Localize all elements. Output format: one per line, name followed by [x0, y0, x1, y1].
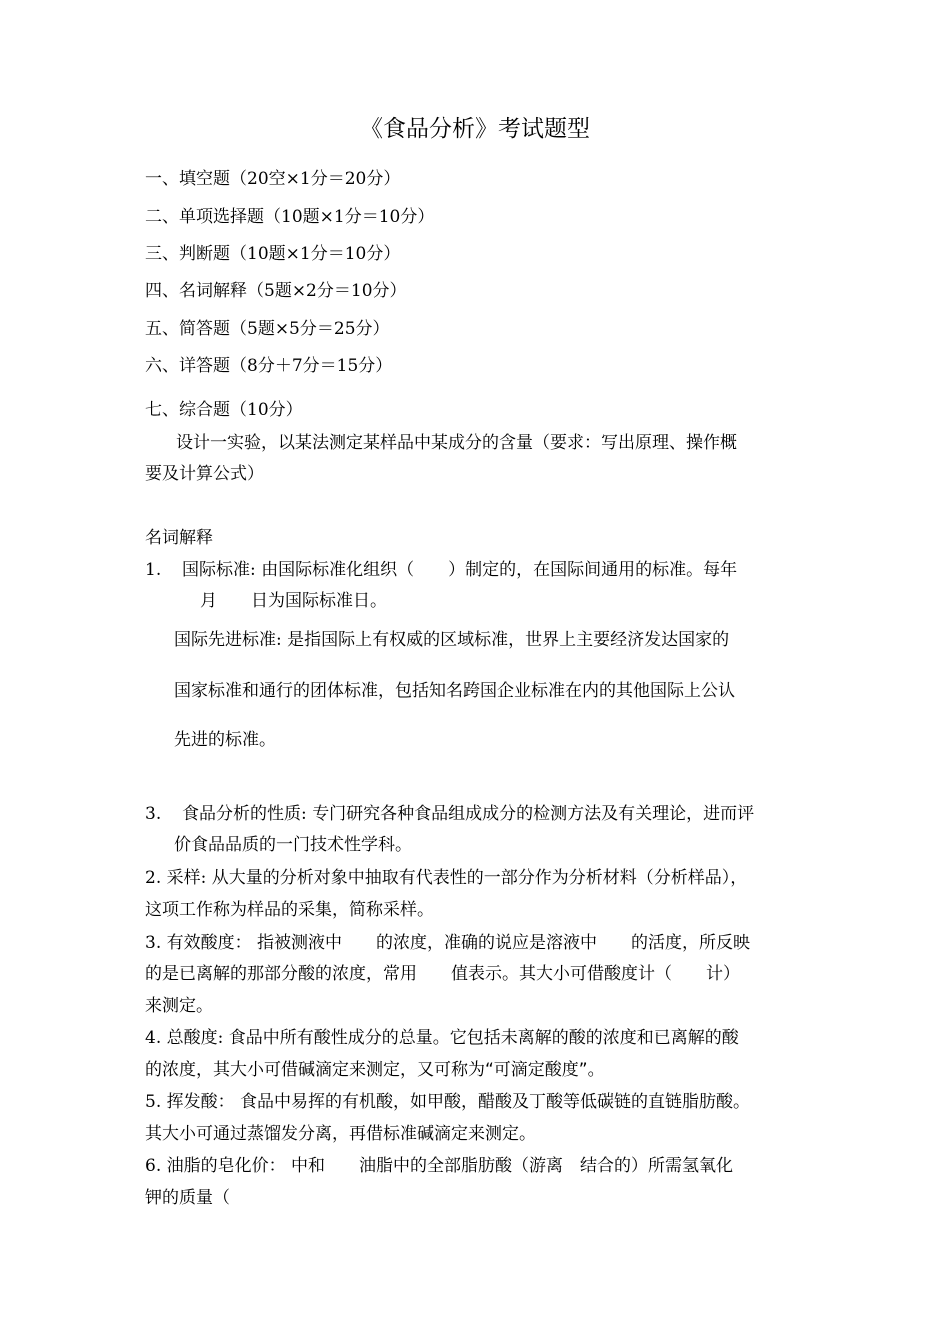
entry-definition-line: 的是已离解的那部分酸的浓度，常用 值表示。其大小可借酸度计（ 计） [145, 964, 740, 984]
entry-term: 国际标准: [182, 560, 256, 580]
question-type-fill-blank: 一、填空题（20空×1分＝20分） [145, 169, 401, 189]
entry-definition-line: 价食品品质的一门技术性学科。 [174, 835, 412, 855]
glossary-entry-international-standard [145, 555, 737, 580]
question-type-comprehensive: 七、综合题（10分） [145, 400, 303, 420]
entry-term: 挥发酸： [166, 1092, 235, 1112]
entry-term: 总酸度: [166, 1028, 224, 1048]
entry-term: 国际先进标准: [174, 630, 282, 650]
glossary-heading: 名词解释 [145, 528, 213, 548]
entry-term: 油脂的皂化价： [166, 1156, 286, 1176]
entry-definition-line: 的浓度，其大小可借碱滴定来测定，又可称为“可滴定酸度”。 [145, 1060, 605, 1080]
document-title: 《食品分析》考试题型 [360, 116, 590, 142]
question-type-true-false: 三、判断题（10题×1分＝10分） [145, 244, 401, 264]
entry-definition-line: 钾的质量（ [145, 1188, 230, 1208]
entry-definition-line: 食品中易挥的有机酸，如甲酸，醋酸及丁酸等低碳链的直链脂肪酸。 [240, 1092, 751, 1112]
entry-definition-line: 指被测液中 的浓度，准确的说应是溶液中 的活度，所反映 [257, 933, 751, 953]
entry-definition-line: 从大量的分析对象中抽取有代表性的一部分作为分析材料（分析样品）， [211, 868, 748, 888]
entry-definition-line: 是指国际上有权威的区域标准，世界上主要经济发达国家的 [287, 630, 730, 650]
entry-number: 4. [145, 1028, 162, 1048]
entry-definition-line: 由国际标准化组织（ ）制定的，在国际间通用的标准。每年 [261, 560, 738, 580]
glossary-entry-saponification-value [145, 1151, 733, 1176]
entry-definition-line: 其大小可通过蒸馏发分离，再借标准碱滴定来测定。 [145, 1124, 536, 1144]
entry-number: 6. [145, 1156, 162, 1176]
question-type-short-answer: 五、简答题（5题×5分＝25分） [145, 319, 390, 339]
glossary-entry-sampling [145, 863, 747, 888]
glossary-entry-effective-acidity [145, 928, 750, 953]
entry-number: 2. [145, 868, 162, 888]
entry-definition-line: 中和 油脂中的全部脂肪酸（游离 结合的）所需氢氧化 [291, 1156, 734, 1176]
entry-number: 3. [145, 933, 162, 953]
glossary-entry-total-acidity [145, 1023, 739, 1048]
glossary-entry-international-advanced-standard [174, 625, 729, 650]
question-type-detailed-answer: 六、详答题（8分＋7分＝15分） [145, 356, 393, 376]
glossary-entry-food-analysis-nature [145, 799, 754, 824]
entry-definition-line: 来测定。 [145, 996, 213, 1016]
entry-term: 采样: [166, 868, 207, 888]
question-type-single-choice: 二、单项选择题（10题×1分＝10分） [145, 207, 435, 227]
entry-definition-line: 食品中所有酸性成分的总量。它包括未离解的酸的浓度和已离解的酸 [228, 1028, 739, 1048]
entry-term: 有效酸度： [166, 933, 252, 953]
entry-definition-line: 先进的标准。 [174, 730, 276, 750]
glossary-entry-volatile-acid [145, 1087, 750, 1112]
comprehensive-description-line: 设计一实验，以某法测定某样品中某成分的含量（要求：写出原理、操作概 [176, 433, 737, 453]
entry-definition-line: 专门研究各种食品组成成分的检测方法及有关理论，进而评 [312, 804, 755, 824]
comprehensive-description-line: 要及计算公式） [145, 464, 264, 484]
entry-number: 1. [145, 560, 162, 580]
entry-definition-line: 这项工作称为样品的采集，简称采样。 [145, 900, 434, 920]
question-type-term-definition: 四、名词解释（5题×2分＝10分） [145, 281, 407, 301]
entry-definition-line: 国家标准和通行的团体标准，包括知名跨国企业标准在内的其他国际上公认 [174, 681, 735, 701]
entry-definition-line: 月 日为国际标准日。 [200, 591, 387, 611]
entry-term: 食品分析的性质: [182, 804, 307, 824]
entry-number: 3. [145, 804, 162, 824]
entry-number: 5. [145, 1092, 162, 1112]
